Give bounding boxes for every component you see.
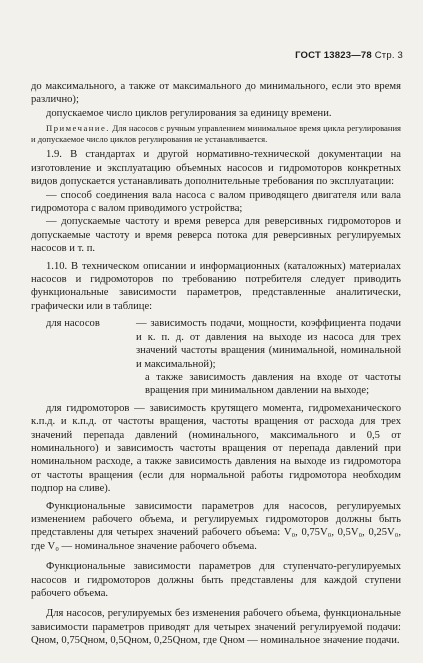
list-item: — способ соединения вала насоса с валом приводящего двигателя или вала гидромотора с валом приводимого устройства; xyxy=(31,189,401,215)
note xyxy=(31,123,401,144)
page-body xyxy=(31,80,401,648)
note-text: Для насосов с ручным управлением минимальное время цикла регулирования и допускаемое число циклов регулирования не устанавливается. xyxy=(31,123,401,144)
pump-dependencies xyxy=(31,317,401,371)
paragraph: допускаемое число циклов регулирования за единицу времени. xyxy=(46,107,332,119)
row-text: — зависимость подачи, мощности, коэффициента подачи и к. п. д. от давления на выходе из насоса для трех значений частоты вращения (минимальной, номинальной и максимальной); xyxy=(136,318,401,370)
page-number: Стр. 3 xyxy=(374,50,403,61)
paragraph: до максимального, а также от максимального до минимального, если это время различно); xyxy=(31,81,401,106)
standard-id: ГОСТ 13823—78 xyxy=(295,50,372,61)
list-item: — допускаемые частоту и время реверса для реверсивных гидромоторов и допускаемые частоту и время реверса потока для реверсивных регулируемых насосов и т. п. xyxy=(31,216,401,255)
paragraph: Функциональные зависимости параметров для насосов, регулируемых изменением рабочего объема, и регулируемых гидромоторов должны быть представлены для четырех значений рабочего объема: V₀, 0,75V₀, 0,5V₀, 0,25V₀, где V₀ — номинальное значение рабочего объема. xyxy=(31,500,401,552)
motor-dependencies: для гидромоторов — зависимость крутящего момента, гидромеханического к.п.д. и к.п.д. от частоты вращения, частоты вращения от расхода для трех значений перепада давлений (номинального, максимального и 0,5 от номинального) и зависимость частоты вращения от перепада давлений при номинальном расходе, а также зависимость давления на выходе из гидромотора от частоты вращения (если для нормальной работы гидромотора необходим подпор на сливе). xyxy=(31,402,401,495)
row-subtext: а также зависимость давления на входе от частоты вращения при минимальном давлении на выходе; xyxy=(145,371,401,397)
paragraph: Для насосов, регулируемых без изменения рабочего объема, функциональные зависимости параметров приводят для четырех значений регулируемой подачи: Qном, 0,75Qном, 0,5Qном, 0,25Qном, где Qном — номинальное значение подачи. xyxy=(31,608,401,647)
page-header xyxy=(295,50,403,61)
section-1-10: 1.10. В техническом описании и информационных (каталожных) материалах насосов и гидромоторов по требованию потребителя следует приводить функциональные зависимости параметров, представленные аналитически, графически или в таблице: xyxy=(31,260,401,312)
note-label: Примечание. xyxy=(46,123,110,134)
paragraph: Функциональные зависимости параметров для ступенчато-регулируемых насосов и гидромоторов должны быть представлены для каждой ступени рабочего объема. xyxy=(31,561,401,599)
row-label: для насосов xyxy=(46,318,100,330)
section-1-9: 1.9. В стандартах и другой нормативно-технической документации на изготовление и эксплуатацию объемных насосов и гидромоторов конкретных видов допускается устанавливать дополнительные требования по эксплуатации: xyxy=(31,149,401,188)
